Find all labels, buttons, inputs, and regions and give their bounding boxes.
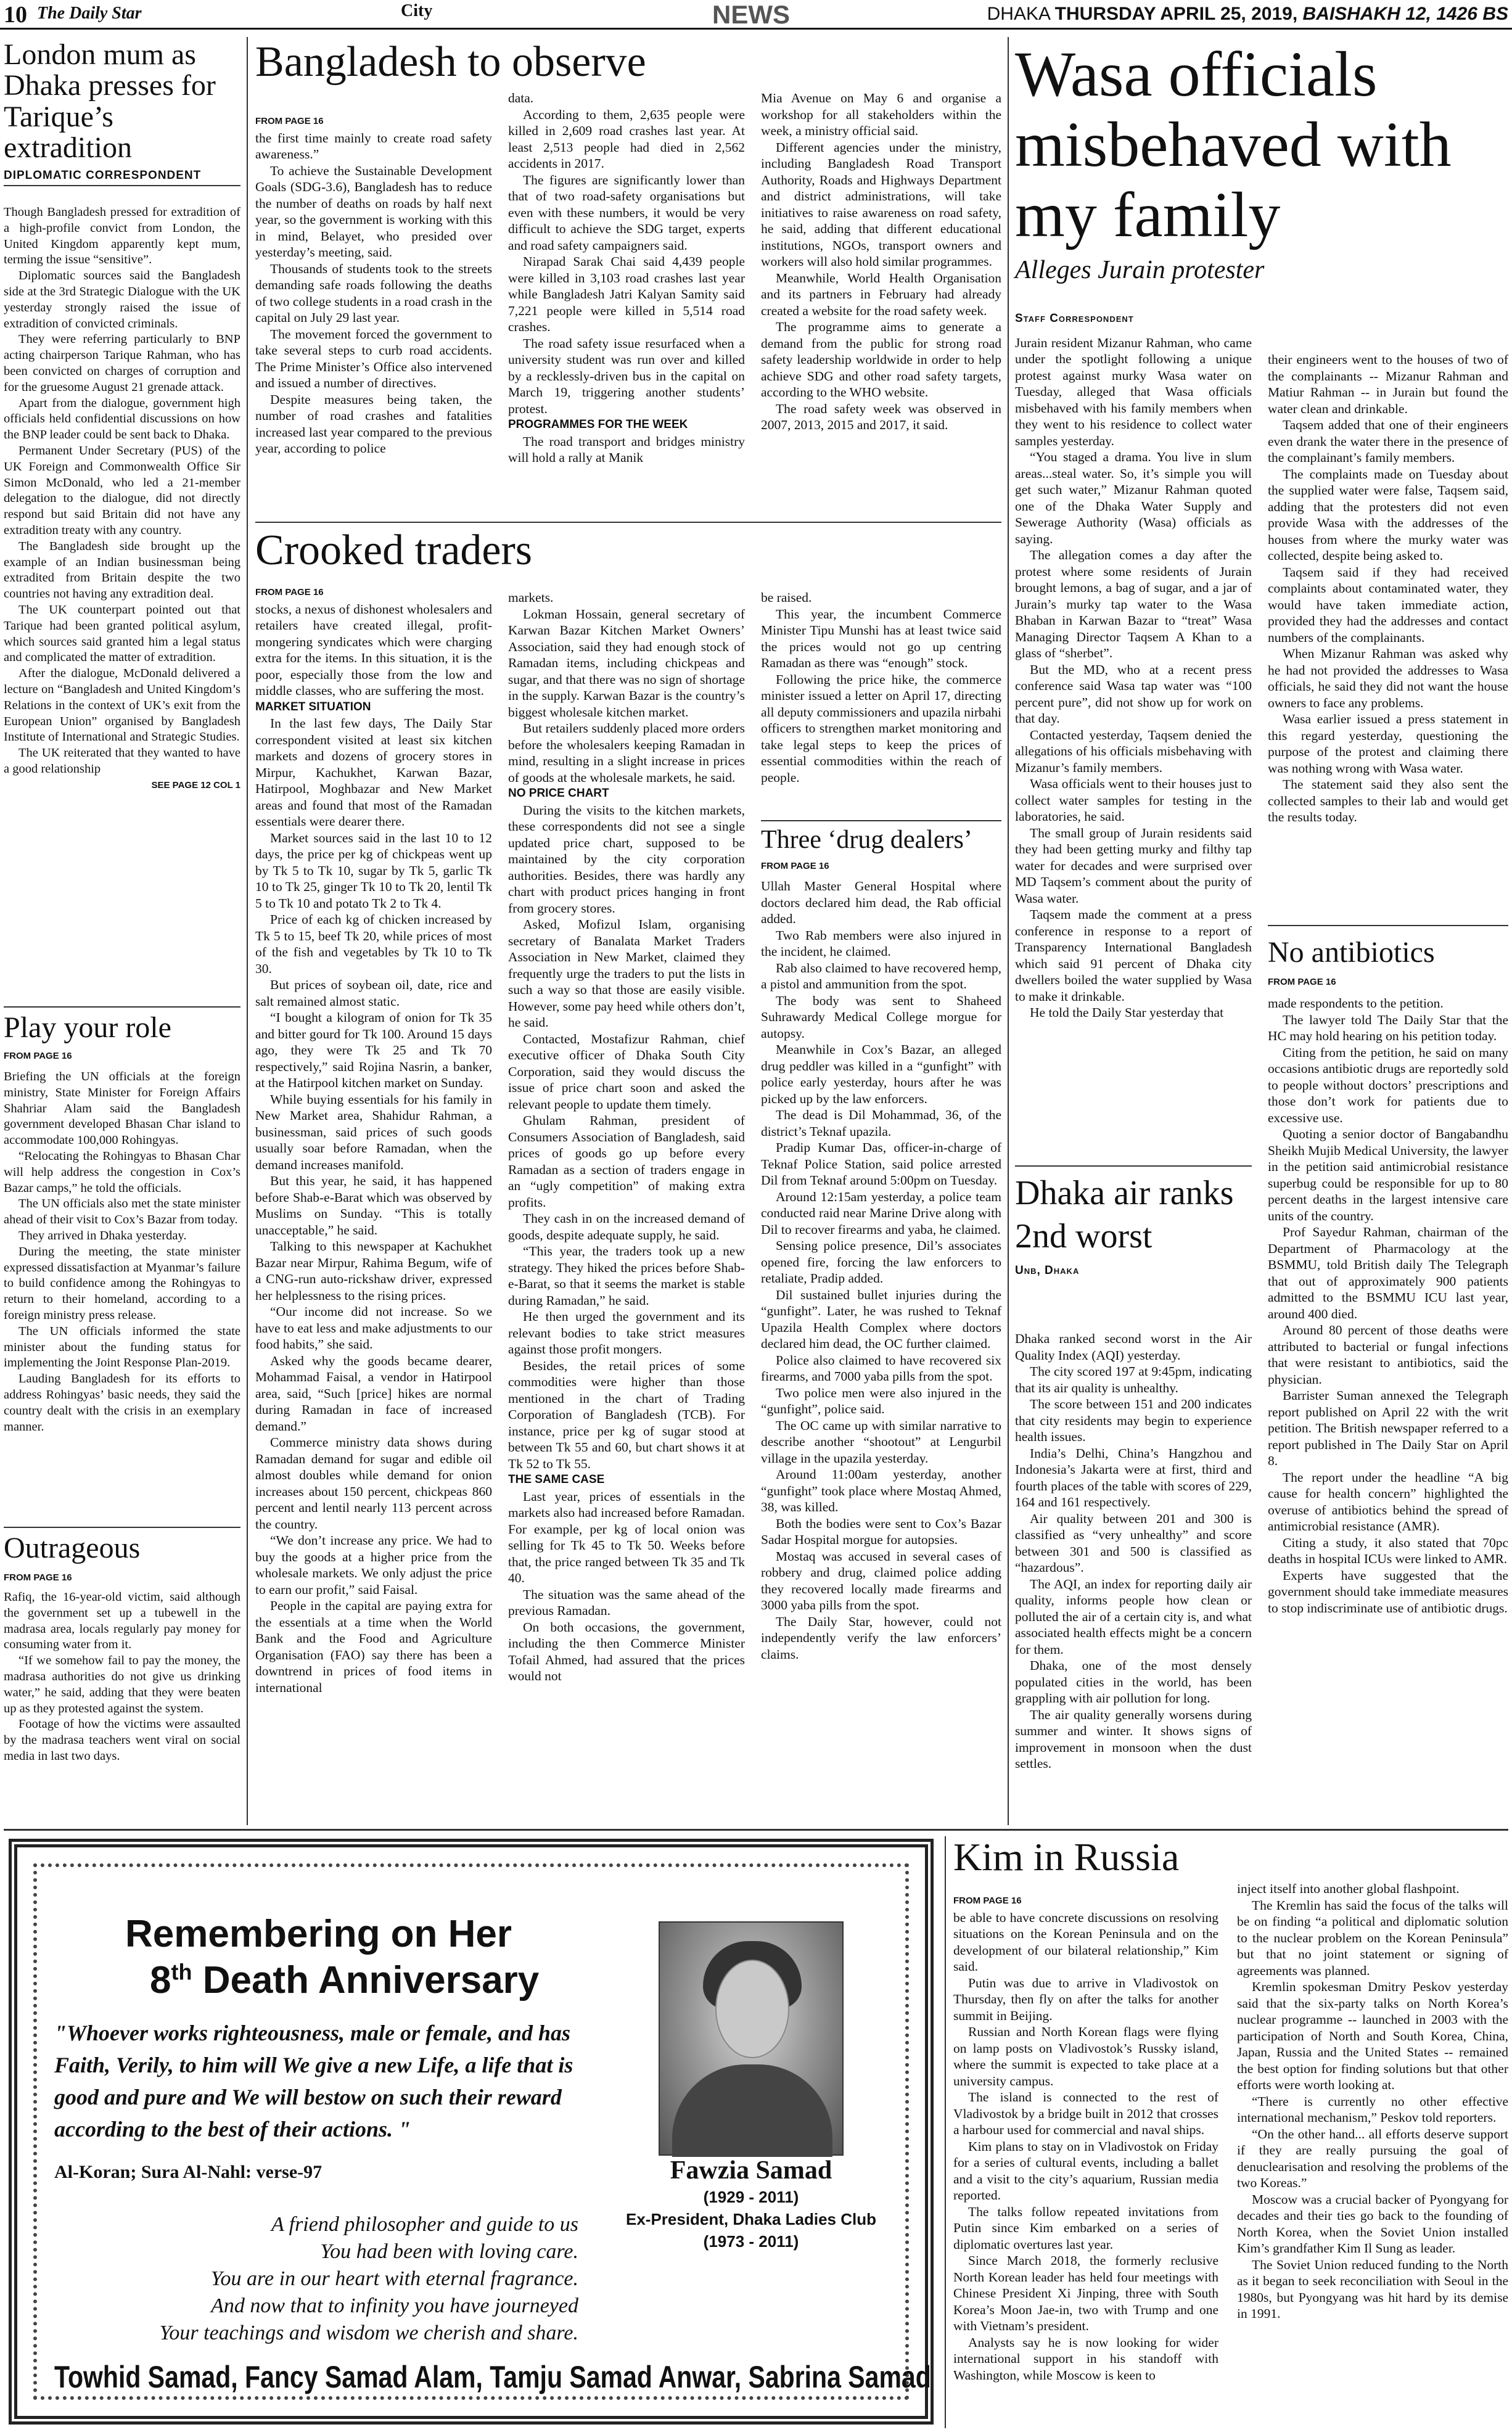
paragraph: Citing from the petition, he said on many occasions antibiotic drugs are reportedly sold to people without doctors’ prescriptions and those don’t work for patients due to excessive use.: [1268, 1045, 1508, 1125]
story-body: [1015, 1331, 1252, 1825]
ad-title-number: 8: [150, 1959, 171, 2002]
paragraph: But this year, he said, it has happened before Shab-e-Barat which was observed by Muslims on Sunday. “This is totally unacceptable,” he said.: [255, 1173, 492, 1238]
ad-title-suffix: th: [171, 1959, 192, 1985]
paragraph: People in the capital are paying extra for the essentials at a time when the World Bank and the Food and Agriculture Organisation (FAO) say there has been a downtrend in prices of food items in international: [255, 1598, 492, 1695]
from-page: FROM PAGE 16: [1268, 977, 1336, 988]
paragraphs: [255, 130, 492, 457]
ad-quote: "Whoever works righteousness, male or female, and has Faith, Verily, to him will We give a new Life, a life that is good and pure and We will bestow on such their reward according to the best of their actions. ": [54, 2021, 573, 2141]
paragraphs: [1268, 351, 1508, 826]
paragraph: But the MD, who at a recent press conference said Wasa tap water was “100 percent pure”, did not show up for work on that day.: [1015, 662, 1252, 726]
paragraph: The Kremlin has said the focus of the talks will be on finding “a political and diplomatic solution to the nuclear problem on the Korean Peninsula” but that no joint statement or signing of agreements was planned.: [1237, 1897, 1508, 1978]
paragraph: The movement forced the government to take several steps to curb road accidents. The Prime Minister’s Office also intervened and issued a number of directives.: [255, 326, 492, 390]
jump-line: SEE PAGE 12 COL 1: [151, 779, 240, 790]
paragraph: Commerce ministry data shows during Ramadan demand for sugar and edible oil almost doubles while demand for onion increases about 150 percent, chickpeas 860 percent and lentil nearly 113 percent across the country.: [255, 1435, 492, 1532]
date-prefix: DHAKA: [987, 4, 1050, 24]
column-1: [255, 113, 492, 457]
paragraph: The small group of Jurain residents said they had been getting murky and filthy tap water for decades and were surprised over MD Taqsem’s comment about the purity of Wasa water.: [1015, 825, 1252, 906]
paragraph: Police also claimed to have recovered six firearms, and 7000 yaba pills from the spot.: [761, 1352, 1001, 1384]
headline: London mum as Dhaka presses for Tarique’s extradition: [4, 38, 216, 165]
paragraph: The UN officials informed the state minister about the funding status for implementing the Joint Response Plan-2019.: [4, 1324, 240, 1370]
paragraph: Prof Sayedur Rahman, chairman of the Department of Pharmacology at the BSMMU, told British daily The Telegraph that out of approximately 900 patients admitted to the BSMMU ICU last year, around 400 died.: [1268, 1225, 1508, 1321]
subhead-programmes: PROGRAMMES FOR THE WEEK: [508, 418, 688, 431]
byline: DIPLOMATIC CORRESPONDENT: [4, 169, 240, 186]
paragraph: The situation was the same ahead of the previous Ramadan.: [508, 1587, 745, 1618]
paragraph: Though Bangladesh pressed for extradition of a high-profile convict from London, the United Kingdom apparently kept mum, terming the issue “sensitive”.: [4, 205, 240, 267]
paragraph: Asked why the goods became dearer, Mohammad Faisal, a vendor in Hatirpool area, said, “Such [price] hikes are normal during Ramadan in face of increased demand.”: [255, 1353, 492, 1434]
divider: [761, 820, 1001, 821]
from-page: FROM PAGE 16: [953, 1895, 1022, 1906]
paragraph: The Bangladesh side brought up the example of an Indian businessman being extradited from Britain despite the two countries not having any extradition deal.: [4, 539, 240, 601]
column-rule: [1008, 37, 1009, 1825]
paragraph: Dhaka, one of the most densely populated cities in the world, has been grappling with air pollution for long.: [1015, 1658, 1252, 1706]
paragraph: During the meeting, the state minister expressed dissatisfaction at Myanmar’s failure to build confidence among the Rohingyas to return to their homeland, according to a foreign ministry press release.: [4, 1244, 240, 1322]
headline: Crooked traders: [255, 527, 533, 574]
paragraphs: [1237, 1881, 1508, 2322]
lifespan: (1929 - 2011): [703, 2188, 799, 2206]
paragraph: Different agencies under the ministry, including Bangladesh Road Transport Authority, Roads and Highways Department and district administrations, will take initiatives to raise awareness on road safety, he said, adding that different educational institutions, NGOs, transport owners and workers will also hold similar programmes.: [761, 139, 1001, 269]
paragraph: He then urged the government and its relevant bodies to take strict measures against those profit mongers.: [508, 1309, 745, 1357]
paragraph: “This year, the traders took up a new strategy. They hiked the prices before Shab-e-Barat, so that it seems the market is stable during Ramadan,” he said.: [508, 1244, 745, 1308]
paragraph: The island is connected to the rest of Vladivostok by a bridge built in 2012 that crosses a harbour used for commercial and naval ships.: [953, 2090, 1218, 2137]
paragraph: markets.: [508, 590, 554, 605]
paragraph: The programme aims to generate a demand from the public for strong road safety leadership worldwide in order to help achieve SDG and other road safety targets, according to the WHO website.: [761, 319, 1001, 400]
paragraph: The UK counterpart pointed out that Tarique had been granted political asylum, which sources said granted him a legal status and complicated the matter of extradition.: [4, 602, 240, 665]
paragraph: Taqsem made the comment at a press conference in response to a report of Transparency International Bangladesh which said 91 percent of Dhaka city dwellers boiled the water supplied by Wasa to make it drinkable.: [1015, 907, 1252, 1004]
paragraph: Barrister Suman annexed the Telegraph report published on April 22 with the writ petition. The British newspaper referred to a report published in The Daily Star on April 8.: [1268, 1388, 1508, 1468]
column-3: [761, 589, 1001, 786]
paragraph: The allegation comes a day after the protest where some residents of Jurain brought lemons, a bag of sugar, and a jar of Jurain’s murky tap water to the Wasa Bhaban in Karwan Bazar to “treat” Wasa Managing Director Taqsem A Khan to a glass of “sherbet”.: [1015, 548, 1252, 660]
paragraph: Footage of how the victims were assaulted by the madrasa teachers went viral on social media in last two days.: [4, 1717, 240, 1763]
paragraph: Market sources said in the last 10 to 12 days, the price per kg of chickpeas went up by Tk 5 to Tk 10, sugar by Tk 5, garlic Tk 10 to Tk 25, ginger Tk 10 to Tk 20, lentil Tk 5 to Tk 10 and potato Tk 2 to Tk 4.: [255, 830, 492, 911]
column-1: [1015, 311, 1252, 1021]
page-masthead: [0, 0, 1512, 30]
column-1: [953, 1893, 1218, 2383]
paragraph: The body was sent to Shaheed Suhrawardy Medical College morgue for autopsy.: [761, 993, 1001, 1041]
paragraph: The lawyer told The Daily Star that the HC may hold hearing on his petition today.: [1268, 1012, 1508, 1043]
paragraph: The road safety week was observed in 2007, 2013, 2015 and 2017, it said.: [761, 401, 1001, 432]
paragraphs: [761, 90, 1001, 433]
paragraph: Mostaq was accused in several cases of robbery and drug, claimed police adding they recovered locally made firearms and 3000 yaba pills from the spot.: [761, 1548, 1001, 1612]
paragraph: Putin was due to arrive in Vladivostok on Thursday, then fly on after the talks for another summit in Beijing.: [953, 1975, 1218, 2023]
paragraphs: [508, 1489, 745, 1685]
paragraph: data.: [508, 91, 534, 105]
story-play: [4, 1012, 240, 1530]
paragraph: Apart from the dialogue, government high officials held confidential discussions on how the BNP leader could be sent back to Dhaka.: [4, 396, 240, 442]
paragraph: Experts have suggested that the government should take immediate measures to stop indiscriminate use of antibiotic drugs.: [1268, 1567, 1508, 1616]
paragraphs: [508, 90, 745, 417]
paragraph: He told the Daily Star yesterday that: [1030, 1005, 1224, 1020]
paragraph: “On the other hand... all efforts deserve support if they are really pursuing the goal of denuclearisation and resolving the problems of the two Koreas.”: [1237, 2126, 1508, 2190]
divider: [4, 1829, 1508, 1831]
column-1: [255, 585, 492, 1696]
paragraph: Briefing the UN officials at the foreign ministry, State Minister for Foreign Affairs Shahriar Alam said the Bangladesh government developed Bhasan Char island to accommodate 100,000 Rohingyas.: [4, 1070, 240, 1148]
byline: Staff Correspondent: [1015, 312, 1134, 325]
column-2: [508, 90, 745, 466]
story-body: [1268, 995, 1508, 1825]
story-body: [4, 1069, 240, 1530]
paragraph: Meanwhile, World Health Organisation and its partners in February had already created a website for the road safety week.: [761, 270, 1001, 318]
story-body: [4, 205, 240, 1004]
ad-title-rest: Death Anniversary: [192, 1959, 540, 2002]
paragraph: This year, the incumbent Commerce Minister Tipu Munshi has at least twice said the prices would not go up centring Ramadan as there was “enough” stock.: [761, 606, 1001, 670]
story-outrageous: [4, 1533, 240, 1823]
paragraph: Dil sustained bullet injuries during the “gunfight”. Later, he was rushed to Teknaf Upazila Health Complex where doctors declared him dead, the OC further claimed.: [761, 1287, 1001, 1351]
story-body: [255, 91, 1001, 527]
paragraph: Contacted yesterday, Taqsem denied the allegations of his officials misbehaving with Mizanur’s family members.: [1015, 727, 1252, 775]
date-main: THURSDAY APRIL 25, 2019,: [1054, 4, 1298, 24]
headline: Play your role: [4, 1011, 171, 1044]
paragraph: India’s Delhi, China’s Hangzhou and Indonesia’s Jakarta were at first, third and fourth places of the table with scores of 229, 164 and 161 respectively.: [1015, 1445, 1252, 1509]
headline: Outrageous: [4, 1532, 141, 1564]
paragraph: Wasa earlier issued a press statement in this regard yesterday, questioning the purpose of the protest and claiming there was nothing wrong with Wasa water.: [1268, 712, 1508, 776]
paragraph: Lauding Bangladesh for its efforts to address Rohingyas’ basic needs, they said the country dealt with the crisis in an exemplary manner.: [4, 1372, 240, 1434]
paragraph: be able to have concrete discussions on resolving situations on the Korean Peninsula and on the development of our bilateral relationship,” Kim said.: [953, 1910, 1218, 1974]
story-antibiotics: [1268, 937, 1508, 1825]
column-2: [508, 589, 745, 1685]
paragraphs: [255, 601, 492, 699]
paragraphs: [4, 205, 240, 778]
paragraph: Price of each kg of chicken increased by Tk 5 to 15, beef Tk 20, while prices of most of the fish and vegetables by Tk 10 to Tk 30.: [255, 912, 492, 976]
poem-line: Your teachings and wisdom we cherish and share.: [159, 2322, 578, 2344]
story-london: [4, 39, 240, 1004]
paragraph: Lokman Hossain, general secretary of Karwan Bazar Kitchen Market Owners’ Association, said they had enough stock of Ramadan items, including chickpeas and sugar, and that there was no sign of shortage in the supply. Karwan Bazar is the country’s biggest wholesale kitchen market.: [508, 606, 745, 720]
paragraphs: [508, 802, 745, 1472]
paragraph: The city scored 197 at 9:45pm, indicating that its air quality is unhealthy.: [1015, 1364, 1252, 1395]
paragraph: Air quality between 201 and 300 is classified as “very unhealthy” and score between 301 and 500 is classified as “hazardous”.: [1015, 1511, 1252, 1575]
paragraph: To achieve the Sustainable Development Goals (SDG-3.6), Bangladesh has to reduce the number of deaths on roads by half next year, so the government is working with this in mind, Belayet, who presided over yesterday’s meeting, said.: [255, 163, 492, 260]
paragraphs: [508, 589, 745, 786]
paragraph: The report under the headline “A big cause for health concern” highlighted the overuse of antibiotics behind the spread of antimicrobial resistance (AMR).: [1268, 1469, 1508, 1534]
paragraph: Two police men were also injured in the “gunfight”, police said.: [761, 1385, 1001, 1416]
paragraph: stocks, a nexus of dishonest wholesalers and retailers have created illegal, profit-mongering syndicates which were charging extra for the items. In this situation, it is the poor, especially those from the low and middle classes, who are suffering the most.: [255, 601, 492, 698]
paragraph: Sensing police presence, Dil’s associates opened fire, forcing the law enforcers to retaliate, Pradip added.: [761, 1238, 1001, 1286]
paragraph: “I bought a kilogram of onion for Tk 35 and bitter gourd for Tk 100. Around 15 days ago, they were Tk 25 and Tk 70 respectively,” said Rojina Nasrin, a banker, at the Hatirpool kitchen market on Sunday.: [255, 1010, 492, 1090]
paragraph: Moscow was a crucial backer of Pyongyang for decades and their ties go back to the founding of North Korea, when the Soviet Union installed Kim’s grandfather Kim Il Sung as leader.: [1237, 2191, 1508, 2256]
paragraph: Both the bodies were sent to Cox’s Bazar Sadar Hospital morgue for autopsies.: [761, 1516, 1001, 1547]
paragraph: Pradip Kumar Das, officer-in-charge of Teknaf Police Station, said police arrested Dil from Teknaf around 5:00pm on Tuesday.: [761, 1140, 1001, 1188]
ad-quote-source: Al-Koran; Sura Al-Nahl: verse-97: [54, 2162, 323, 2182]
ad-title-line2: [150, 1958, 539, 2002]
paragraph: The figures are significantly lower than that of two road-safety organisations but even with these numbers, it would be very difficult to achieve the SDG target, experts and road safety campaigners said.: [508, 172, 745, 253]
paragraph: While buying essentials for his family in New Market area, Shahidur Rahman, a businessman, said prices of such goods usually soar before Ramadan, when the demand increases manifold.: [255, 1091, 492, 1172]
paragraph: They were referring particularly to BNP acting chairperson Tarique Rahman, who has been convicted on charges of corruption and for the gruesome August 21 grenade attack.: [4, 332, 240, 394]
headline: No antibiotics: [1268, 936, 1435, 969]
story-body: [4, 1590, 240, 1823]
paragraph: The complaints made on Tuesday about the supplied water were false, Taqsem said, adding that the protesters did not even provide Wasa with the addresses of the houses from where the murky water was collected, despite being asked to.: [1268, 466, 1508, 563]
poem-line: You are in our heart with eternal fragrance.: [210, 2267, 578, 2290]
paragraph: The Daily Star, however, could not independently verify the law enforcers’ claims.: [761, 1614, 1001, 1662]
paragraph: Citing a study, it also stated that 70pc deaths in hospital ICUs were linked to AMR.: [1268, 1535, 1508, 1566]
divider: [4, 1527, 240, 1528]
paragraph: Kim plans to stay on in Vladivostok on Friday for a series of cultural events, including a ballet and a visit to the city’s aquarium, Russian media reported.: [953, 2138, 1218, 2203]
paragraph: Diplomatic sources said the Bangladesh side at the 3rd Strategic Dialogue with the UK yesterday strongly raised the issue of extradition of convicted criminals.: [4, 269, 240, 331]
portrait-face: [715, 1960, 789, 2058]
paragraph: They arrived in Dhaka yesterday.: [18, 1228, 187, 1242]
paragraph: “You staged a drama. You live in slum areas...steal water. So, it’s simple you will get such water,” Mizanur Rahman quoted one of the Dhaka Water Supply and Sewerage Authority (Wasa) officials as saying.: [1015, 450, 1252, 546]
paragraph: But prices of soybean oil, date, rice and salt remained almost static.: [255, 977, 492, 1009]
paragraph: “Relocating the Rohingyas to Bhasan Char will help address the congestion in Cox’s Bazar camps,” he told the officials.: [4, 1149, 240, 1195]
poem-line: You had been with loving care.: [320, 2240, 578, 2263]
story-body: [761, 878, 1001, 1823]
section-label: NEWS: [712, 0, 790, 29]
paragraph: Wasa officials went to their houses just to collect water samples for testing in the laboratories, he said.: [1015, 776, 1252, 824]
paragraph: Asked, Mofizul Islam, organising secretary of Banalata Market Traders Association in New Market, claimed they frequently urge the traders to put the lists in such a way so that those are easily visible. However, some pay heed while others don’t, he said.: [508, 917, 745, 1030]
column-3: [761, 90, 1001, 433]
paragraph: Thousands of students took to the streets demanding safe roads following the deaths of two college students in a road crash in the capital on July 29 last year.: [255, 261, 492, 325]
subhead: Alleges Jurain protester: [1015, 256, 1265, 284]
paragraph: Last year, prices of essentials in the markets also had increased before Ramadan. For example, per kg of local onion was selling for Tk 45 to Tk 50. Weeks before that, the price ranged between Tk 35 and Tk 40.: [508, 1489, 745, 1585]
paragraph: Contacted, Mostafizur Rahman, chief executive officer of Dhaka South City Corporation, said they would discuss the issue of price chart soon and asked the relevant people to update them timely.: [508, 1031, 745, 1112]
paragraph: Taqsem said if they had received complaints about contaminated water, they would have taken immediate action, provided they had the addresses and contact numbers of the complainants.: [1268, 564, 1508, 645]
paragraph: But retailers suddenly placed more orders before the wholesalers keeping Ramadan in mind, resulting in a slight increase in prices of goods at the wholesale markets, he said.: [508, 721, 745, 785]
paragraph: According to them, 2,635 people were killed in 2,609 road crashes last year. At least 2,513 people had died in 2,562 accidents in 2017.: [508, 107, 745, 171]
paragraphs: [1015, 335, 1252, 1021]
paragraph: The UN officials also met the state minister ahead of their visit to Cox’s Bazar from today.: [4, 1197, 240, 1227]
paragraph: inject itself into another global flashpoint.: [1237, 1881, 1460, 1896]
paragraphs: [761, 589, 1001, 786]
paragraph: Following the price hike, the commerce minister issued a letter on April 17, directing all deputy commissioners and upazila nirbahi officers to strengthen market monitoring and take legal steps to keep the prices of essential commodities within the reach of people.: [761, 671, 1001, 785]
paragraph: The AQI, an index for reporting daily air quality, informs people how clean or polluted the air of a certain city is, and what associated health effects might be a concern for them.: [1015, 1576, 1252, 1657]
role-years: (1973 - 2011): [703, 2232, 799, 2251]
paragraphs: [255, 715, 492, 1696]
family-names: Towhid Samad, Fancy Samad Alam, Tamju Samad Anwar, Sabrina Samad: [54, 2360, 931, 2394]
paragraph: “We don’t increase any price. We had to buy the goods at a higher price from the wholesale markets. We only adjust the price to earn our profit,” said Faisal.: [255, 1533, 492, 1597]
divider: [1015, 1165, 1252, 1167]
headline: Wasa officials misbehaved with my family: [1015, 39, 1452, 250]
headline: Dhaka air ranks 2nd worst: [1015, 1174, 1234, 1255]
subhead-no-price: NO PRICE CHART: [508, 787, 609, 800]
paragraph: The OC came up with similar narrative to describe another “shootout” at Lengurbil village in the upazila yesterday.: [761, 1418, 1001, 1466]
paragraph: Around 11:00am yesterday, another “gunfight” took place where Mostaq Ahmed, 38, was killed.: [761, 1467, 1001, 1514]
divider: [1268, 925, 1508, 926]
paragraph: Taqsem added that one of their engineers even drank the water there in the presence of the complainant’s family members.: [1268, 417, 1508, 465]
paragraph: Ghulam Rahman, president of Consumers Association of Bangladesh, said prices of goods go up before every Ramadan as a section of traders engage in an “ugly competition” of making extra profits.: [508, 1113, 745, 1210]
from-page: FROM PAGE 16: [4, 1572, 72, 1583]
paragraph: “Our income did not increase. So we have to eat less and make adjustments to our food habits,” she said.: [255, 1304, 492, 1352]
paragraph: During the visits to the kitchen markets, these correspondents did not see a single updated price chart, supposed to be maintained by the city corporation authorities. Besides, there was hardly any chart with product prices hanging in front from grocery stores.: [508, 802, 745, 916]
paragraph: The statement said they also sent the collected samples to their lab and would get the results today.: [1268, 777, 1508, 824]
subhead-market: MARKET SITUATION: [255, 700, 371, 713]
paragraph: be raised.: [761, 590, 812, 605]
paragraph: The Soviet Union reduced funding to the North as it began to seek reconciliation with Seoul in the 1980s, but Pyongyang was hit hard by its demise in 1991.: [1237, 2257, 1508, 2321]
subhead-same-case: THE SAME CASE: [508, 1473, 605, 1486]
paragraph: “If we somehow fail to pay the money, the madrasa authorities do not give us drinking water,” he said, adding that they were beaten up as they protested against the system.: [4, 1654, 240, 1715]
from-page: FROM PAGE 16: [255, 587, 324, 597]
paragraph: On both occasions, the government, including the then Commerce Minister Tofail Ahmed, had assured that the prices would not: [508, 1619, 745, 1683]
paragraph: The road safety issue resurfaced when a university student was run over and killed by a recklessly-driven bus in the capital on March 19, triggering another students’ protest.: [508, 335, 745, 416]
paragraph: Around 80 percent of those deaths were attributed to bacterial or fungal infections that were resistant to antibiotics, said the physician.: [1268, 1323, 1508, 1387]
paragraph: Dhaka ranked second worst in the Air Quality Index (AQI) yesterday.: [1015, 1331, 1252, 1363]
paragraph: The road transport and bridges ministry will hold a rally at Manik: [508, 433, 745, 465]
paragraph: Since March 2018, the formerly reclusive North Korean leader has held four meetings with Chinese President Xi Jinping, three with South Korea’s Moon Jae-in, two with Trump and one with Vietnam’s president.: [953, 2253, 1218, 2333]
from-page: FROM PAGE 16: [761, 861, 829, 872]
column-rule: [945, 1836, 946, 2428]
headline: Bangladesh to observe: [255, 38, 646, 86]
paragraph: Two Rab members were also injured in the incident, he claimed.: [761, 927, 1001, 959]
headline: Three ‘drug dealers’: [761, 826, 972, 854]
paragraph: Quoting a senior doctor of Bangabandhu Sheikh Mujib Medical University, the lawyer in the petition said antimicrobial resistance superbug could be responsible for up to 80 percent deaths in the largest intensive care units of the country.: [1268, 1127, 1508, 1223]
page-number: 10: [4, 2, 27, 28]
column-2: [1237, 1881, 1508, 2322]
paragraph: made respondents to the petition.: [1268, 996, 1444, 1011]
ad-poem: [110, 2211, 578, 2347]
paragraph: After the dialogue, McDonald delivered a lecture on “Bangladesh and United Kingdom’s Relations in the context of UK’s exit from the European Union” organised by Bangladesh Institute of International and Strategic Studies.: [4, 667, 240, 744]
story-dhaka-air: [1015, 1172, 1252, 1825]
paragraph: Talking to this newspaper at Kachukhet Bazar near Mirpur, Rahima Begum, wife of a CNG-run auto-rickshaw driver, expressed her helplessness to the rising prices.: [255, 1239, 492, 1303]
column-2: [1268, 351, 1508, 826]
byline: Unb, Dhaka: [1015, 1264, 1080, 1277]
paragraph: Jurain resident Mizanur Rahman, who came under the spotlight following a unique protest against murky Wasa water on Tuesday, alleged that Wasa officials misbehaved with his family members when they went to his residence to collect water samples yesterday.: [1015, 335, 1252, 448]
portrait-photo: [659, 1921, 844, 2156]
story-kim: [953, 1836, 1508, 2432]
paragraph: Rab also claimed to have recovered hemp, a pistol and ammunition from the spot.: [761, 960, 1001, 992]
paragraph: The air quality generally worsens during summer and winter. It shows signs of improvement in monsoon when the dust settles.: [1015, 1707, 1252, 1771]
paragraph: “There is currently no other effective international mechanism,” Peskov told reporters.: [1237, 2093, 1508, 2125]
paragraph: The talks follow repeated invitations from Putin since Kim embarked on a series of diplomatic overtures last year.: [953, 2204, 1218, 2252]
deceased-role: Ex-President, Dhaka Ladies Club: [625, 2210, 876, 2228]
paragraph: They cash in on the increased demand of goods, despite adequate supply, he said.: [508, 1211, 745, 1242]
paragraph: Russian and North Korean flags were flying on lamp posts on Vladivostok’s Russky island, where the summit is expected to take place at a university campus.: [953, 2024, 1218, 2088]
from-page: FROM PAGE 16: [4, 1051, 72, 1062]
column-rule: [247, 37, 248, 1825]
paragraph: Ullah Master General Hospital where doctors declared him dead, the Rab official added.: [761, 879, 1001, 926]
deceased-name: Fawzia Samad: [670, 2156, 832, 2185]
memorial-advertisement: [9, 1839, 934, 2425]
paragraph: The dead is Dil Mohammad, 36, of the district’s Teknaf upazila.: [761, 1107, 1001, 1139]
issue-date: [987, 4, 1508, 25]
paragraph: When Mizanur Rahman was asked why he had not provided the addresses to Wasa officials, he said they did not want the house owners to face any problems.: [1268, 646, 1508, 710]
story-drug: [761, 826, 1001, 1823]
paragraph: Meanwhile in Cox’s Bazar, an alleged drug peddler was killed in a “gunfight” with police early yesterday, hours after he was picked up by the law enforcers.: [761, 1042, 1001, 1106]
paragraph: Permanent Under Secretary (PUS) of the UK Foreign and Commonwealth Office Sir Simon McDonald, who led a 21-member delegation to the dialogue, did not directly respond but said Britain did not have any extradition treaty with any country.: [4, 443, 240, 537]
portrait-body: [672, 2064, 832, 2157]
story-body: [953, 1881, 1508, 2432]
paragraph: The UK reiterated that they wanted to have a good relationship: [4, 746, 240, 776]
paragraph: the first time mainly to create road safety awareness.”: [255, 130, 492, 162]
paragraph: Mia Avenue on May 6 and organise a workshop for all stakeholders within the week, a ministry official said.: [761, 91, 1001, 138]
paragraph: Analysts say he is now looking for wider international support in his standoff with Washington, while Moscow is keen to: [953, 2334, 1218, 2383]
poem-line: A friend philosopher and guide to us: [271, 2213, 578, 2236]
paragraph: Nirapad Sarak Chai said 4,439 people were killed in 3,103 road crashes last year while Bangladesh Jatri Kalyan Samity said 7,221 people were killed in 5,514 road crashes.: [508, 254, 745, 334]
paragraph: Rafiq, the 16-year-old victim, said although the government set up a tubewell in the madrasa area, locals regularly pay money for consuming water from it.: [4, 1590, 240, 1652]
from-page: FROM PAGE 16: [255, 116, 324, 126]
divider: [255, 522, 1001, 523]
paper-name: The Daily Star: [37, 4, 142, 23]
paragraph: The score between 151 and 200 indicates that city residents may begin to experience health issues.: [1015, 1397, 1252, 1444]
poem-line: And now that to infinity you have journeyed: [211, 2294, 578, 2317]
paragraphs: [953, 1910, 1218, 2384]
paragraph: their engineers went to the houses of two of the complainants -- Mizanur Rahman and Matiur Rahman -- in Jurain but found the water clean and drinkable.: [1268, 352, 1508, 416]
paragraph: Besides, the retail prices of some commodities were higher than those mentioned in the chart of Trading Corporation of Bangladesh (TCB). For instance, price per kg of sugar stood at between Tk 55 and 60, but chart shows it at Tk 52 to Tk 55.: [508, 1358, 745, 1471]
paragraph: Despite measures being taken, the number of road crashes and fatalities increased last year compared to the previous year, according to police: [255, 392, 492, 456]
section-name: City: [401, 1, 433, 20]
paragraph: Kremlin spokesman Dmitry Peskov yesterday said that the six-party talks on North Korea’s nuclear programme -- launched in 2003 with the participation of North and South Korea, China, Japan, Russia and the United States -- remained the best option for finding solutions but that other efforts were worth looking at.: [1237, 1979, 1508, 2092]
ad-title: Remembering on Her: [125, 1913, 512, 1955]
date-bengali: BAISHAKH 12, 1426 BS: [1302, 4, 1508, 24]
story-bangladesh: [255, 39, 1001, 527]
paragraph: Around 12:15am yesterday, a police team conducted raid near Marine Drive along with Dil to recover firearms and yaba, he claimed.: [761, 1189, 1001, 1237]
paragraph: In the last few days, The Daily Star correspondent visited at least six kitchen markets and dozens of grocery stores in Mirpur, Kachukhet, Karwan Bazar, Hatirpool, Moghbazar and New Market areas and found that most of the Ramadan essentials were dearer there.: [255, 716, 492, 829]
headline: Kim in Russia: [953, 1835, 1180, 1879]
divider: [4, 1006, 240, 1008]
